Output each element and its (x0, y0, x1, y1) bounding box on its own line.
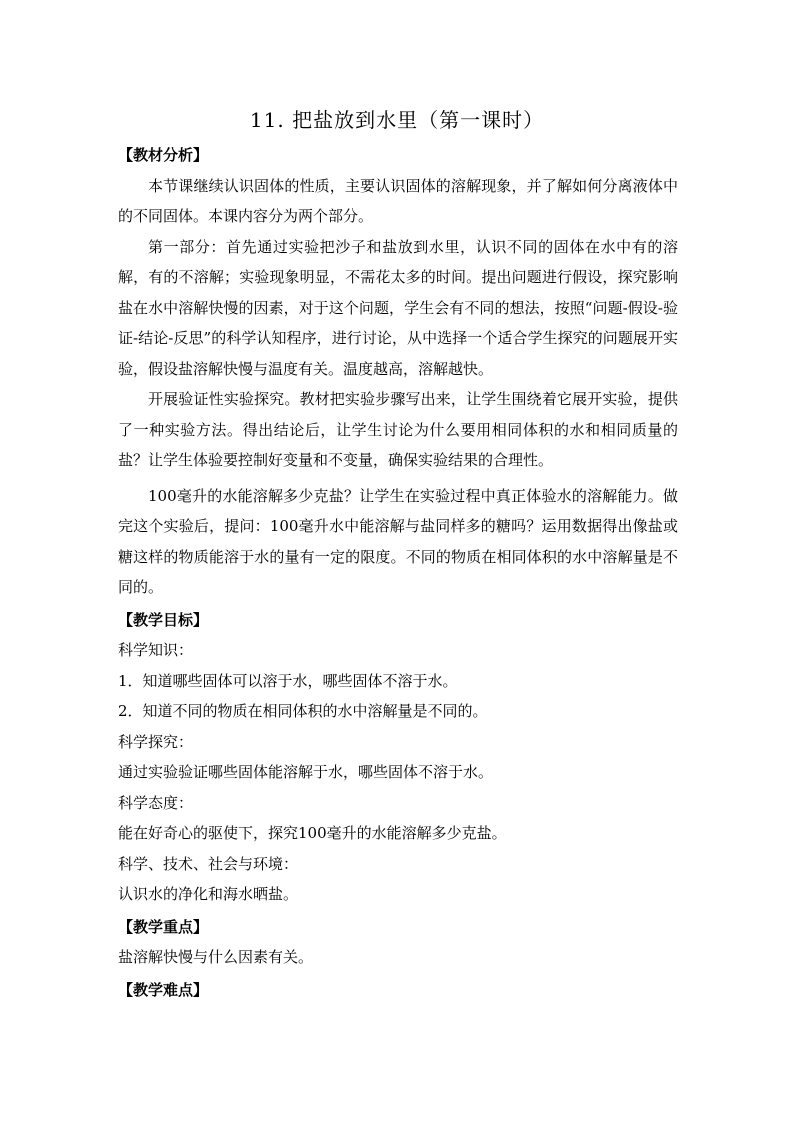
goal-sts-label: 科学、技术、社会与环境： (118, 854, 299, 873)
goal-inquiry-item-1: 通过实验验证哪些固体能溶解于水，哪些固体不溶于水。 (118, 763, 494, 781)
goal-knowledge-item-1: 1．知道哪些固体可以溶于水，哪些固体不溶于水。 (118, 671, 458, 690)
analysis-paragraph-3: 开展验证性实验探究。教材把实验步骤写出来，让学生围绕着它展开实验，提供了一种实验方法。得出结论后，让学生讨论为什么要用相同体积的水和相同质量的盐？让学生体验要控制好变量和不变量，确保实验结果的合理性。 (118, 390, 678, 469)
goal-attitude-label: 科学态度： (118, 793, 194, 812)
heading-difficulties: 【教学难点】 (118, 980, 209, 999)
goal-knowledge-label: 科学知识： (118, 641, 194, 659)
goal-attitude-item-1: 能在好奇心的驱使下，探究100毫升的水能溶解多少克盐。 (118, 824, 507, 842)
heading-key-points: 【教学重点】 (118, 917, 209, 936)
heading-teaching-goals: 【教学目标】 (118, 610, 209, 629)
document-title: 11. 把盐放到水里（第一课时） (249, 108, 545, 132)
analysis-paragraph-4: 100毫升的水能溶解多少克盐？让学生在实验过程中真正体验水的溶解能力。做完这个实验后，提问：100毫升水中能溶解与盐同样多的糖吗？运用数据得出像盐或糖这样的物质能溶于水的量有一定的限度。不同的物质在相同体积的水中溶解量是不同的。 (118, 486, 678, 596)
key-points-text: 盐溶解快慢与什么因素有关。 (118, 948, 314, 966)
analysis-paragraph-2: 第一部分：首先通过实验把沙子和盐放到水里，认识不同的固体在水中有的溶解，有的不溶解；实验现象明显，不需花太多的时间。提出问题进行假设，探究影响盐在水中溶解快慢的因素，对于这个问题，学生会有不同的想法，按照“问题-假设-验证-结论-反思”的科学认知程序，进行讨论，从中选择一个适合学生探究的问题展开实验，假设盐溶解快慢与温度有关。温度越高，溶解越快。 (118, 237, 678, 378)
goal-knowledge-item-2: 2．知道不同的物质在相同体积的水中溶解量是不同的。 (118, 702, 488, 720)
goal-inquiry-label: 科学探究： (118, 732, 194, 751)
goal-sts-item-1: 认识水的净化和海水晒盐。 (118, 885, 299, 903)
analysis-paragraph-1: 本节课继续认识固体的性质，主要认识固体的溶解现象，并了解如何分离液体中的不同固体。本课内容分为两个部分。 (118, 176, 678, 225)
document-body (118, 140, 678, 1005)
heading-textbook-analysis: 【教材分析】 (118, 146, 209, 164)
